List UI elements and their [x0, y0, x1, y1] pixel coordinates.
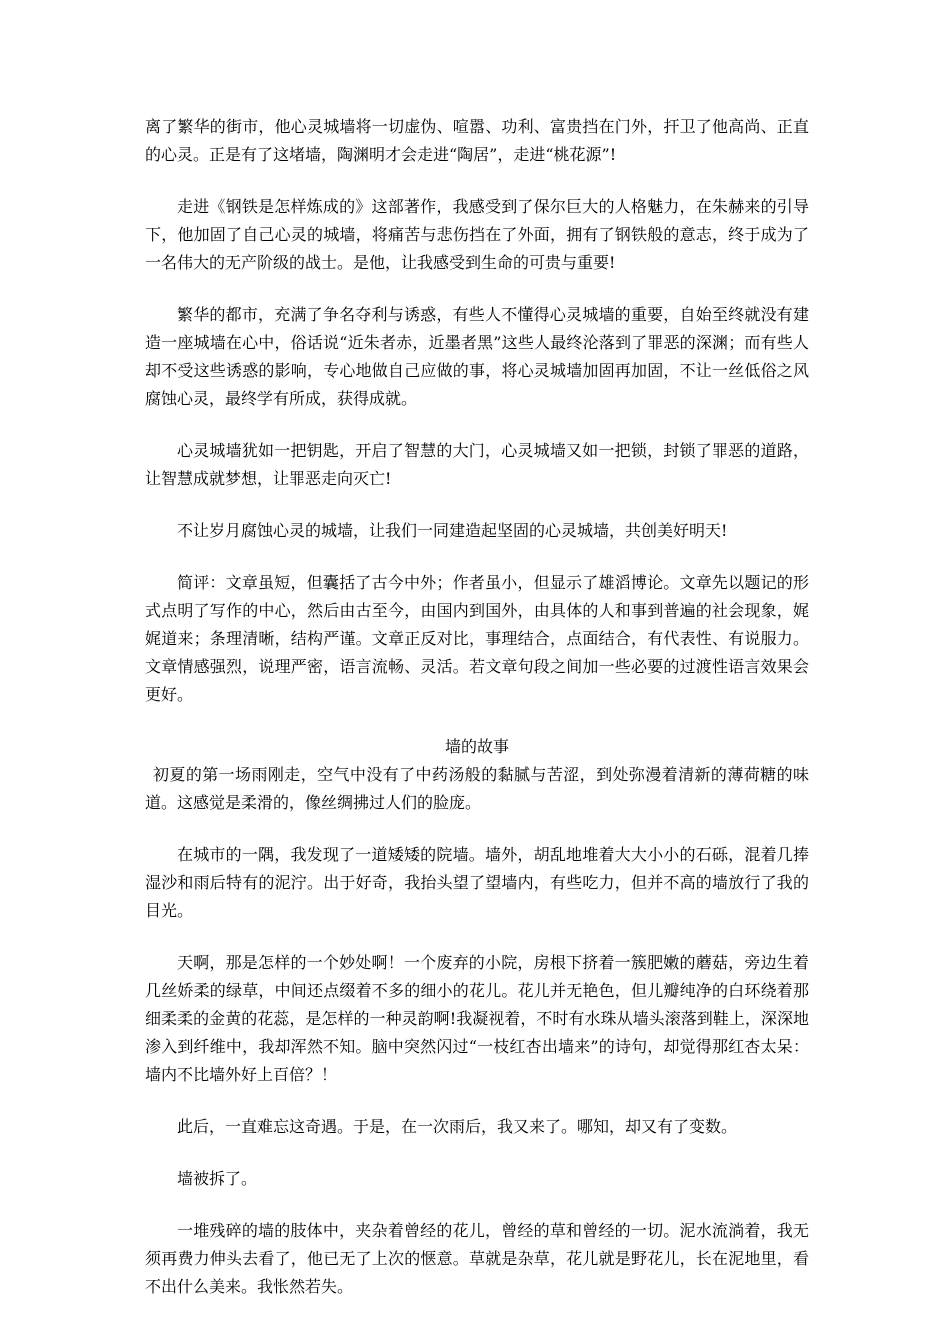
document-body [145, 113, 809, 1325]
story-title: 墙的故事 [444, 737, 509, 756]
review-paragraph: 简评：文章虽短，但囊括了古今中外；作者虽小，但显示了雄滔博论。文章先以题记的形式点明了写作的中心，然后由古至今，由国内到国外，由具体的人和事到普遍的社会现象，娓娓道来；条理清晰，结构严谨。文章正反对比，事理结合，点面结合，有代表性、有说服力。文章情感强烈，说理严密，语言流畅、灵活。若文章句段之间加一些必要的过渡性语言效果会更好。 [145, 573, 809, 704]
paragraph: 走进《钢铁是怎样炼成的》这部著作，我感受到了保尔巨大的人格魅力，在朱赫来的引导下，他加固了自己心灵的城墙，将痛苦与悲伤挡在了外面，拥有了钢铁般的意志，终于成为了一名伟大的无产阶级的战士。是他，让我感受到生命的可贵与重要! [145, 197, 809, 272]
paragraph: 不让岁月腐蚀心灵的城墙，让我们一同建造起坚固的心灵城墙，共创美好明天! [177, 521, 728, 540]
paragraph: 一堆残碎的墙的肢体中，夹杂着曾经的花儿，曾经的草和曾经的一切。泥水流淌着，我无须再费力伸头去看了，他已无了上次的惬意。草就是杂草，花儿就是野花儿，长在泥地里，看不出什么美来。我怅然若失。 [145, 1221, 809, 1296]
paragraph: 离了繁华的街市，他心灵城墙将一切虚伪、喧嚣、功利、富贵挡在门外，扞卫了他高尚、正直的心灵。正是有了这堵墙，陶渊明才会走进“陶居”，走进“桃花源”! [145, 117, 809, 164]
paragraph: 天啊，那是怎样的一个妙处啊！一个废弃的小院，房根下挤着一簇肥嫩的蘑菇，旁边生着几丝娇柔的绿草，中间还点缀着不多的细小的花儿。花儿并无艳色，但儿瓣纯净的白环绕着那细柔柔的金黄的花蕊，是怎样的一种灵韵啊!我凝视着，不时有水珠从墙头滚落到鞋上，深深地渗入到纤维中，我却浑然不知。脑中突然闪过“一枝红杏出墙来”的诗句，却觉得那红杏太呆：墙内不比墙外好上百倍？！ [145, 953, 809, 1084]
paragraph: 墙被拆了。 [177, 1169, 258, 1188]
paragraph: 此后，一直难忘这奇遇。于是，在一次雨后，我又来了。哪知，却又有了变数。 [177, 1117, 738, 1136]
paragraph: 心灵城墙犹如一把钥匙，开启了智慧的大门，心灵城墙又如一把锁，封锁了罪恶的道路，让智慧成就梦想，让罪恶走向灭亡! [145, 441, 809, 488]
paragraph: 繁华的都市，充满了争名夺利与诱惑，有些人不懂得心灵城墙的重要，自始至终就没有建造一座城墙在心中，俗话说“近朱者赤，近墨者黑”这些人最终沦落到了罪恶的深渊；而有些人却不受这些诱惑的影响，专心地做自己应做的事，将心灵城墙加固再加固，不让一丝低俗之风腐蚀心灵，最终学有所成，获得成就。 [145, 305, 809, 408]
paragraph: 初夏的第一场雨刚走，空气中没有了中药汤般的黏腻与苦涩，到处弥漫着清新的薄荷糖的味道。这感觉是柔滑的，像丝绸拂过人们的脸庞。 [145, 765, 809, 812]
paragraph: 在城市的一隅，我发现了一道矮矮的院墙。墙外，胡乱地堆着大大小小的石砾，混着几捧湿沙和雨后特有的泥泞。出于好奇，我抬头望了望墙内，有些吃力，但并不高的墙放行了我的目光。 [145, 845, 809, 920]
